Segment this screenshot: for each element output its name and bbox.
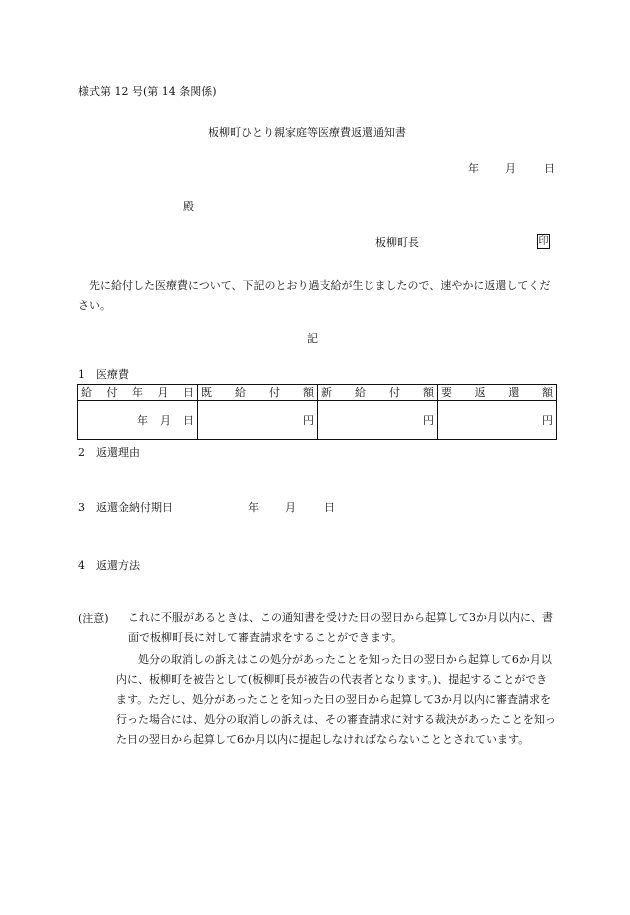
table-header-row — [78, 385, 557, 401]
note-label: (注意) — [78, 612, 109, 625]
ki-heading: 記 — [307, 332, 318, 345]
note-paragraph-2: 処分の取消しの訴えはこの処分があったことを知った日の翌日から起算して6か月以内に、板柳町を被告として(板柳町長が被告の代表者となります。)、提起することができます。ただし、処分があったことを知った日の翌日から起算して3か月以内に審査請求を行った場合には、処分の取消しの訴えは、その審査請求に対する裁決があったことを知った日の翌日から起算して6か月以内に提起しなければならないこととされています。 — [116, 653, 556, 746]
section-4-label: 返還方法 — [96, 559, 140, 572]
document-title: 板柳町ひとり親家庭等医療費返還通知書 — [208, 126, 406, 139]
cell-paid-amount: 円 — [198, 401, 318, 440]
section-3-number: 3 — [78, 501, 85, 514]
section-2-heading — [78, 447, 140, 458]
table-row — [78, 401, 557, 440]
section-4-number: 4 — [78, 559, 85, 572]
notice-body-text: 先に給付した医療費について、下記のとおり過支給が生じましたので、速やかに返還してください。 — [78, 279, 551, 312]
date-year: 年 — [468, 162, 479, 175]
section-3-label: 返還金納付期日 — [96, 501, 173, 514]
seal-mark: 印 — [538, 236, 549, 247]
sender-name: 板柳町長 — [375, 236, 419, 249]
notice-body — [78, 276, 552, 316]
cell-refund-amount: 円 — [438, 401, 557, 440]
section-1-number: 1 — [78, 368, 85, 381]
header-new-amount: 新 給 付 額 — [318, 385, 438, 401]
due-date: 年 月 日 — [248, 501, 335, 514]
header-payment-date: 給 付 年 月 日 — [78, 385, 198, 401]
section-1-label: 医療費 — [96, 368, 129, 381]
header-paid-amount: 既 給 付 額 — [198, 385, 318, 401]
form-number-label: 様式第 12 号(第 14 条関係) — [78, 85, 217, 98]
section-2-label: 返還理由 — [96, 446, 140, 459]
addressee-suffix: 殿 — [183, 200, 194, 213]
date-month: 月 — [505, 162, 516, 175]
section-1-heading — [78, 369, 129, 380]
cell-new-amount: 円 — [318, 401, 438, 440]
issue-date — [468, 163, 555, 174]
medical-expense-table — [77, 384, 557, 440]
section-2-number: 2 — [78, 446, 85, 459]
header-refund-amount: 要 返 還 額 — [438, 385, 557, 401]
section-4-heading — [78, 560, 140, 571]
note-paragraph-1: これに不服があるときは、この通知書を受けた日の翌日から起算して3か月以内に、書面で板柳町長に対して審査請求をすることができます。 — [128, 611, 553, 644]
cell-payment-date: 年 月 日 — [78, 401, 198, 440]
section-3-heading — [78, 502, 378, 513]
date-day: 日 — [544, 162, 555, 175]
